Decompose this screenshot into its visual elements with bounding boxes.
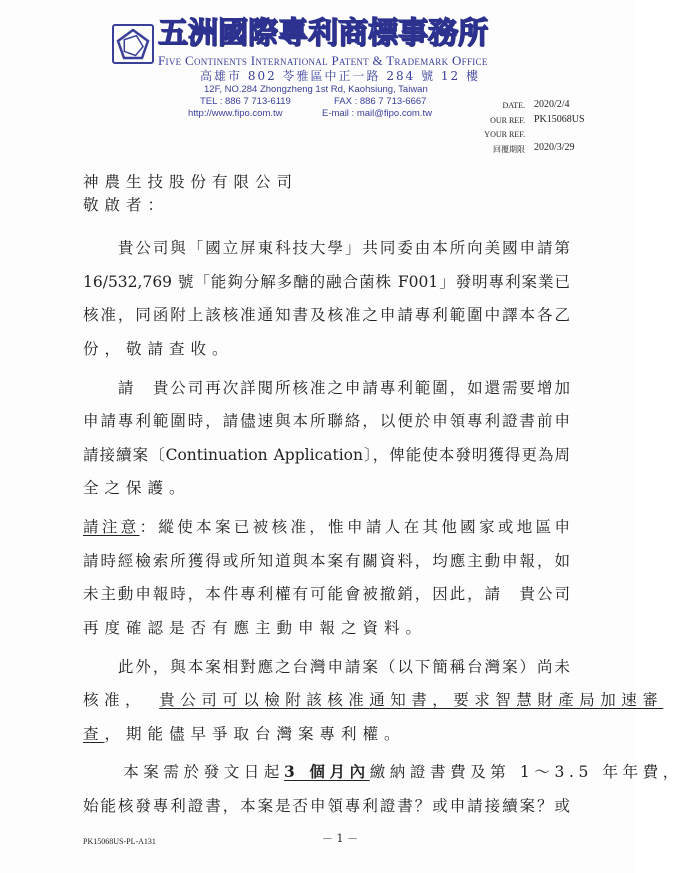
body-line: 請時經檢索所獲得或所知道與本案有關資料，均應主動申報，如 (83, 552, 570, 570)
address-cn: 高雄市 802 苓雅區中正一路 284 號 12 樓 (200, 69, 480, 83)
body-line: 16/532,769 號「能夠分解多醣的融合菌株 F001」發明專利案業已 (83, 273, 570, 291)
body-line: 申請專利範圍時，請儘速與本所聯絡，以便於申領專利證書前申 (83, 412, 570, 430)
body-line (83, 762, 683, 782)
body-line: 核准，同函附上該核准通知書及核准之申請專利範圍中譯本各乙 (83, 306, 570, 324)
address-en: 12F, NO.284 Zhongzheng 1st Rd, Kaohsiung, Taiwan (204, 84, 428, 95)
email[interactable]: E-mail : mail@fipo.com.tw (322, 108, 432, 119)
firm-name-en: Five Continents International Patent & Trademark Office (158, 53, 488, 68)
body-line: 份，敬請查收。 (83, 340, 234, 358)
body-line (83, 517, 570, 537)
body-line: 未主動申報時，本件專利權有可能會被撤銷，因此，請 貴公司 (83, 585, 570, 603)
doc-code: PK15068US-PL-A131 (83, 837, 156, 846)
underlined-text: 查 (83, 725, 105, 743)
firm-name-cn: 五洲國際專利商標事務所 (158, 16, 488, 51)
tel: TEL : 886 7 713-6119 (200, 96, 291, 107)
website[interactable]: http://www.fipo.com.tw (188, 108, 283, 119)
body-line (83, 724, 570, 744)
text: ，期能儘早爭取台灣案專利權。 (104, 725, 406, 743)
firm-logo (112, 24, 154, 64)
salutation: 敬啟者： (83, 196, 170, 214)
date-label: DATE. (502, 101, 525, 110)
deadline-label: 回覆期限 (493, 145, 525, 154)
notice-text: ：縱使本案已被核准，惟申請人在其他國家或地區申 (139, 518, 570, 536)
text: 繳納證書費及第 1～3.5 年年費， (369, 763, 683, 781)
page-number: － 1 － (322, 832, 358, 845)
date-value: 2020/2/4 (534, 99, 570, 110)
your-ref-label: YOUR REF. (484, 130, 525, 139)
recipient: 神農生技股份有限公司 (83, 173, 299, 191)
body-line: 此外，與本案相對應之台灣申請案（以下簡稱台灣案）尚未 (83, 658, 570, 676)
notice-label: 請注意 (83, 518, 140, 536)
underlined-text: 3 個月內 (284, 762, 370, 781)
body-line: 再度確認是否有應主動申報之資料。 (83, 619, 428, 637)
body-line: 請接續案〔Continuation Application〕，俾能使本發明獲得更為周 (83, 446, 570, 464)
deadline-value: 2020/3/29 (534, 142, 575, 153)
our-ref-value: PK15068US (534, 114, 585, 125)
body-line (83, 690, 664, 710)
text: 本案需於發文日起 (83, 763, 285, 781)
pentagon-star-icon (114, 26, 152, 62)
our-ref-label: OUR REF. (490, 116, 525, 125)
underlined-text: 貴公司可以檢附該核准通知書，要求智慧財產局加速審 (159, 691, 664, 709)
text: 核准， (83, 691, 160, 709)
body-line: 始能核發專利證書，本案是否申領專利證書？或申請接續案？或 (83, 797, 570, 815)
fax: FAX : 886 7 713-6667 (334, 96, 427, 107)
body-line: 全之保護。 (83, 479, 191, 497)
body-line: 請 貴公司再次詳閱所核准之申請專利範圍，如還需要增加 (83, 379, 570, 397)
body-line: 貴公司與「國立屏東科技大學」共同委由本所向美國申請第 (83, 239, 570, 257)
